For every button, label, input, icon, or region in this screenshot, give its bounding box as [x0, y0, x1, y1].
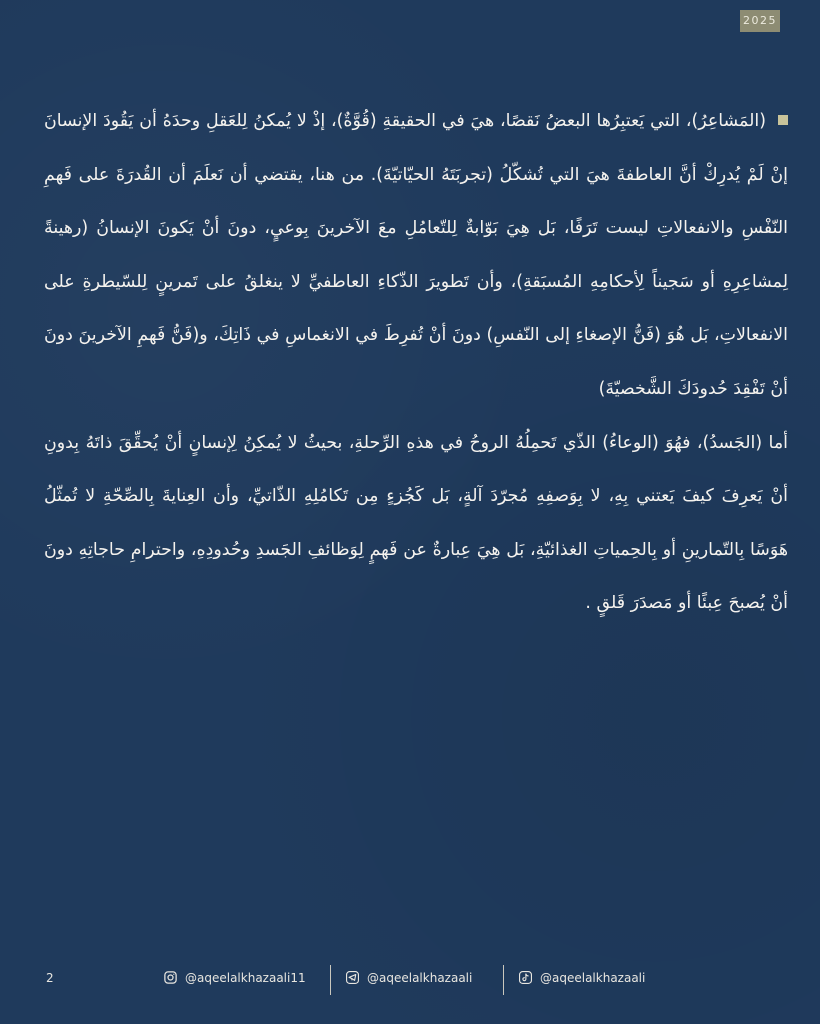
footer-divider — [330, 965, 331, 995]
footer — [0, 965, 820, 995]
tiktok-icon — [518, 970, 533, 985]
tiktok-link[interactable] — [518, 970, 645, 985]
page-number: 2 — [46, 971, 54, 985]
paragraph-feelings — [44, 95, 788, 417]
bullet-square-icon — [778, 115, 788, 125]
instagram-icon — [163, 970, 178, 985]
tiktok-handle: @aqeelalkhazaali — [540, 970, 646, 985]
year-badge: 2025 — [740, 10, 780, 32]
paragraph-body: أما (الجَسدُ)، فهُوَ (الوعاءُ) الذّي تَحمِلُهُ الروحُ في هذهِ الرِّحلةِ، بحيثُ لا يُمكِنُ لِإنسانٍ أنْ يُحقِّقَ ذاتَهُ بِدونِ أنْ يَعرِفَ كيفَ يَعتني بِهِ، لا بِوَصفِهِ مُجرّدَ آلةٍ، بَل كَجُزءٍ مِن تَكامُلِهِ الذّاتيِّ، وأن العِنايةَ بِالصِّحّةِ لا تُمثّلُ هَوَسًا بِالتّمارينِ أو بِالحِمياتِ الغذائيّةِ، بَل هِيَ عِبارةٌ عن فَهمٍ لِوَظائفِ الجَسدِ وحُدودِهِ، واحترامِ حاجاتِهِ دونَ أنْ يُصبحَ عِبئًا أو مَصدَرَ قَلقٍ . — [44, 432, 788, 614]
instagram-link[interactable] — [163, 970, 306, 985]
paragraph-feelings-text: (المَشاعِرُ)، التي يَعتبِرُها البعضُ نَقصًا، هيَ في الحقيقةِ (قُوَّةٌ)، إذْ لا يُمكنُ لِلعَقلِ وحدَهُ أن يَقُودَ الإنسانَ إنْ لَمْ يُدرِكْ أنَّ العاطفةَ هيَ التي تُشكّلُ (تجربَتَهُ الحيّاتيّةَ). من هنا، يقتضي أن نَعلَمَ أن القُدرَةَ على فَهمِ النّفْسِ والانفعالاتِ ليست تَرَفًا، بَل هِيَ بَوّابةٌ لِلتّعامُلِ معَ الآخرينَ بِوعيٍ، دونَ أنْ يَكونَ الإنسانُ (رهينةً لِمشاعِرِهِ أو سَجيناً لِأحكامِهِ المُسبَقةِ)، وأن تَطويرَ الذّكاءِ العاطفيِّ لا ينغلقُ على تَمرينٍ لِلسّيطرةِ على الانفعالاتِ، بَل هُوَ (فَنُّ الإصغاءِ إلى النّفسِ) دونَ أنْ تُفرِطَ في الانغماسِ في ذَاتِكَ، و(فَنُّ فَهمِ الآخرينَ دونَ أنْ تَفْقِدَ حُدودَكَ الشَّخصيّةَ) — [44, 111, 788, 399]
instagram-handle: @aqeelalkhazaali11 — [185, 970, 306, 985]
telegram-icon — [345, 970, 360, 985]
footer-divider — [503, 965, 504, 995]
article-body — [44, 95, 788, 631]
telegram-link[interactable] — [345, 970, 472, 985]
telegram-handle: @aqeelalkhazaali — [367, 970, 473, 985]
